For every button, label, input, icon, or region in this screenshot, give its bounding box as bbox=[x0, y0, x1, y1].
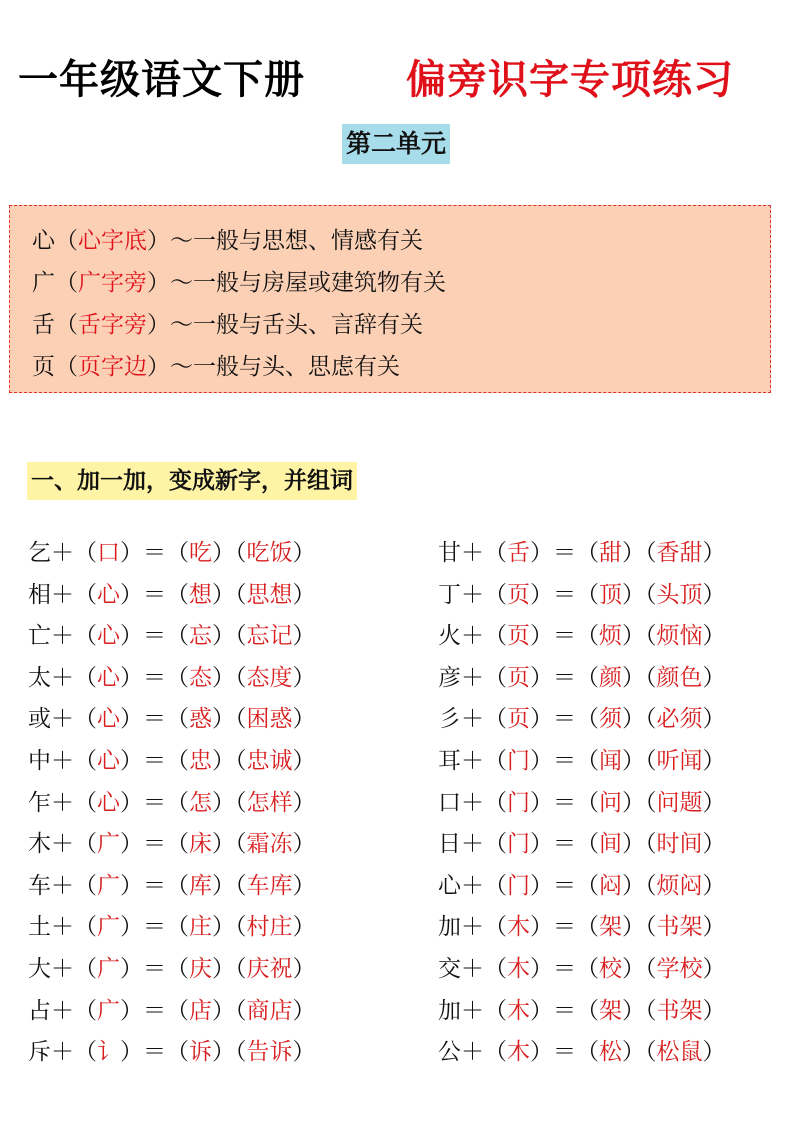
base-char: 火 bbox=[438, 623, 461, 650]
base-char: 丁 bbox=[438, 581, 461, 608]
added-radical: 门 bbox=[507, 747, 530, 774]
added-radical: 讠 bbox=[97, 1039, 120, 1066]
compound-word: 村庄 bbox=[246, 914, 293, 941]
base-char: 大 bbox=[28, 955, 51, 982]
added-radical: 口 bbox=[97, 540, 120, 566]
result-char: 架 bbox=[599, 914, 622, 941]
added-radical: 广 bbox=[97, 955, 120, 982]
result-char: 顶 bbox=[599, 581, 622, 608]
exercise-row: 加＋（木）＝（架）（书架） bbox=[438, 997, 726, 1024]
result-char: 店 bbox=[189, 997, 212, 1024]
compound-word: 颜色 bbox=[656, 664, 703, 691]
compound-word: 吃饭 bbox=[246, 540, 293, 566]
exercise-column-right bbox=[438, 533, 726, 1074]
exercise-row: 或＋（心）＝（惑）（困惑） bbox=[28, 706, 316, 733]
exercise-row: 丁＋（页）＝（顶）（头顶） bbox=[438, 581, 726, 608]
exercise-column-left bbox=[28, 533, 316, 1074]
result-char: 忠 bbox=[189, 747, 212, 774]
compound-word: 松鼠 bbox=[656, 1039, 703, 1066]
result-char: 闷 bbox=[599, 872, 622, 899]
rule-desc: ～一般与舌头、言辞有关 bbox=[170, 312, 423, 338]
base-char: 彦 bbox=[438, 664, 461, 691]
compound-word: 思想 bbox=[246, 581, 293, 608]
compound-word: 必须 bbox=[656, 706, 703, 733]
compound-word: 听闻 bbox=[656, 747, 703, 774]
compound-word: 霜冻 bbox=[246, 831, 293, 858]
page-title bbox=[18, 50, 778, 110]
compound-word: 告诉 bbox=[246, 1039, 293, 1066]
result-char: 架 bbox=[599, 997, 622, 1024]
compound-word: 烦闷 bbox=[656, 872, 703, 899]
added-radical: 页 bbox=[507, 664, 530, 691]
compound-word: 烦恼 bbox=[656, 623, 703, 650]
base-char: 太 bbox=[28, 664, 51, 691]
exercise-row: 木＋（广）＝（床）（霜冻） bbox=[28, 831, 316, 858]
compound-word: 时间 bbox=[656, 831, 703, 858]
added-radical: 页 bbox=[507, 623, 530, 650]
exercise-row: 相＋（心）＝（想）（思想） bbox=[28, 581, 316, 608]
base-char: 加 bbox=[438, 997, 461, 1024]
rule-item: 页（页字边）～一般与头、思虑有关 bbox=[32, 354, 400, 380]
result-char: 烦 bbox=[599, 623, 622, 650]
added-radical: 木 bbox=[507, 997, 530, 1024]
compound-word: 态度 bbox=[246, 664, 293, 691]
added-radical: 心 bbox=[97, 789, 120, 816]
added-radical: 门 bbox=[507, 831, 530, 858]
added-radical: 木 bbox=[507, 1039, 530, 1066]
result-char: 吃 bbox=[189, 540, 212, 566]
rule-radical: 舌字旁 bbox=[78, 312, 147, 338]
result-char: 颜 bbox=[599, 664, 622, 691]
rule-char: 广 bbox=[32, 270, 55, 296]
compound-word: 学校 bbox=[656, 955, 703, 982]
base-char: 公 bbox=[438, 1039, 461, 1066]
exercise-row: 中＋（心）＝（忠）（忠诚） bbox=[28, 747, 316, 774]
compound-word: 书架 bbox=[656, 997, 703, 1024]
added-radical: 心 bbox=[97, 706, 120, 733]
added-radical: 广 bbox=[97, 831, 120, 858]
rule-char: 页 bbox=[32, 354, 55, 380]
base-char: 车 bbox=[28, 872, 51, 899]
rule-desc: ～一般与房屋或建筑物有关 bbox=[170, 270, 446, 296]
result-char: 须 bbox=[599, 706, 622, 733]
compound-word: 书架 bbox=[656, 914, 703, 941]
base-char: 亡 bbox=[28, 623, 51, 650]
title-grade: 一年级语文下册 bbox=[18, 57, 305, 103]
result-char: 甜 bbox=[599, 540, 622, 566]
base-char: 交 bbox=[438, 955, 461, 982]
added-radical: 心 bbox=[97, 581, 120, 608]
rule-radical: 心字底 bbox=[78, 228, 147, 254]
result-char: 间 bbox=[599, 831, 622, 858]
base-char: 中 bbox=[28, 747, 51, 774]
result-char: 库 bbox=[189, 872, 212, 899]
added-radical: 心 bbox=[97, 747, 120, 774]
compound-word: 商店 bbox=[246, 997, 293, 1024]
rule-item: 广（广字旁）～一般与房屋或建筑物有关 bbox=[32, 270, 446, 296]
exercise-row: 火＋（页）＝（烦）（烦恼） bbox=[438, 623, 726, 650]
result-char: 想 bbox=[189, 581, 212, 608]
compound-word: 忠诚 bbox=[246, 747, 293, 774]
result-char: 庄 bbox=[189, 914, 212, 941]
exercise-row: 大＋（广）＝（庆）（庆祝） bbox=[28, 955, 316, 982]
compound-word: 庆祝 bbox=[246, 955, 293, 982]
result-char: 闻 bbox=[599, 747, 622, 774]
exercise-row: 车＋（广）＝（库）（车库） bbox=[28, 872, 316, 899]
rule-char: 心 bbox=[32, 228, 55, 254]
added-radical: 广 bbox=[97, 997, 120, 1024]
title-topic: 偏旁识字专项练习 bbox=[406, 57, 734, 103]
base-char: 甘 bbox=[438, 540, 461, 566]
compound-word: 香甜 bbox=[656, 540, 703, 566]
exercise-row: 甘＋（舌）＝（甜）（香甜） bbox=[438, 540, 726, 566]
base-char: 土 bbox=[28, 914, 51, 941]
added-radical: 木 bbox=[507, 955, 530, 982]
result-char: 怎 bbox=[189, 789, 212, 816]
exercise-row: 亡＋（心）＝（忘）（忘记） bbox=[28, 623, 316, 650]
added-radical: 舌 bbox=[507, 540, 530, 566]
base-char: 相 bbox=[28, 581, 51, 608]
exercise-row: 斥＋（讠）＝（诉）（告诉） bbox=[28, 1039, 316, 1066]
base-char: 加 bbox=[438, 914, 461, 941]
compound-word: 困惑 bbox=[246, 706, 293, 733]
unit-label: 第二单元 bbox=[342, 124, 450, 164]
base-char: 或 bbox=[28, 706, 51, 733]
exercise-row: 太＋（心）＝（态）（态度） bbox=[28, 664, 316, 691]
exercise-row: 占＋（广）＝（店）（商店） bbox=[28, 997, 316, 1024]
exercise-row: 土＋（广）＝（庄）（村庄） bbox=[28, 914, 316, 941]
exercise-row: 心＋（门）＝（闷）（烦闷） bbox=[438, 872, 726, 899]
result-char: 床 bbox=[189, 831, 212, 858]
added-radical: 页 bbox=[507, 706, 530, 733]
exercise-row: 交＋（木）＝（校）（学校） bbox=[438, 955, 726, 982]
rule-radical: 页字边 bbox=[78, 354, 147, 380]
base-char: 占 bbox=[28, 997, 51, 1024]
added-radical: 门 bbox=[507, 789, 530, 816]
rule-desc: ～一般与头、思虑有关 bbox=[170, 354, 400, 380]
base-char: 耳 bbox=[438, 747, 461, 774]
added-radical: 门 bbox=[507, 872, 530, 899]
compound-word: 车库 bbox=[246, 872, 293, 899]
exercise-row: 彦＋（页）＝（颜）（颜色） bbox=[438, 664, 726, 691]
result-char: 惑 bbox=[189, 706, 212, 733]
result-char: 态 bbox=[189, 664, 212, 691]
base-char: 口 bbox=[438, 789, 461, 816]
added-radical: 心 bbox=[97, 623, 120, 650]
exercise-row: 乞＋（口）＝（吃）（吃饭） bbox=[28, 540, 316, 566]
exercise-row: 彡＋（页）＝（须）（必须） bbox=[438, 706, 726, 733]
compound-word: 头顶 bbox=[656, 581, 703, 608]
compound-word: 忘记 bbox=[246, 623, 293, 650]
exercise-row: 加＋（木）＝（架）（书架） bbox=[438, 914, 726, 941]
added-radical: 木 bbox=[507, 914, 530, 941]
exercise-row: 日＋（门）＝（间）（时间） bbox=[438, 831, 726, 858]
rule-desc: ～一般与思想、情感有关 bbox=[170, 228, 423, 254]
rule-item: 舌（舌字旁）～一般与舌头、言辞有关 bbox=[32, 312, 423, 338]
section-title: 一、加一加，变成新字，并组词 bbox=[27, 462, 357, 500]
added-radical: 页 bbox=[507, 581, 530, 608]
base-char: 心 bbox=[438, 872, 461, 899]
rule-radical: 广字旁 bbox=[78, 270, 147, 296]
result-char: 忘 bbox=[189, 623, 212, 650]
exercise-row: 公＋（木）＝（松）（松鼠） bbox=[438, 1039, 726, 1066]
result-char: 诉 bbox=[189, 1039, 212, 1066]
radical-rules-box bbox=[9, 205, 771, 393]
exercise-row: 口＋（门）＝（问）（问题） bbox=[438, 789, 726, 816]
rule-item: 心（心字底）～一般与思想、情感有关 bbox=[32, 228, 423, 254]
result-char: 问 bbox=[599, 789, 622, 816]
result-char: 松 bbox=[599, 1039, 622, 1066]
result-char: 庆 bbox=[189, 955, 212, 982]
rule-char: 舌 bbox=[32, 312, 55, 338]
base-char: 乍 bbox=[28, 789, 51, 816]
added-radical: 广 bbox=[97, 872, 120, 899]
base-char: 斥 bbox=[28, 1039, 51, 1066]
base-char: 彡 bbox=[438, 706, 461, 733]
exercise-row: 耳＋（门）＝（闻）（听闻） bbox=[438, 747, 726, 774]
base-char: 日 bbox=[438, 831, 461, 858]
base-char: 乞 bbox=[28, 540, 51, 566]
added-radical: 广 bbox=[97, 914, 120, 941]
result-char: 校 bbox=[599, 955, 622, 982]
compound-word: 问题 bbox=[656, 789, 703, 816]
compound-word: 怎样 bbox=[246, 789, 293, 816]
exercise-row: 乍＋（心）＝（怎）（怎样） bbox=[28, 789, 316, 816]
added-radical: 心 bbox=[97, 664, 120, 691]
base-char: 木 bbox=[28, 831, 51, 858]
